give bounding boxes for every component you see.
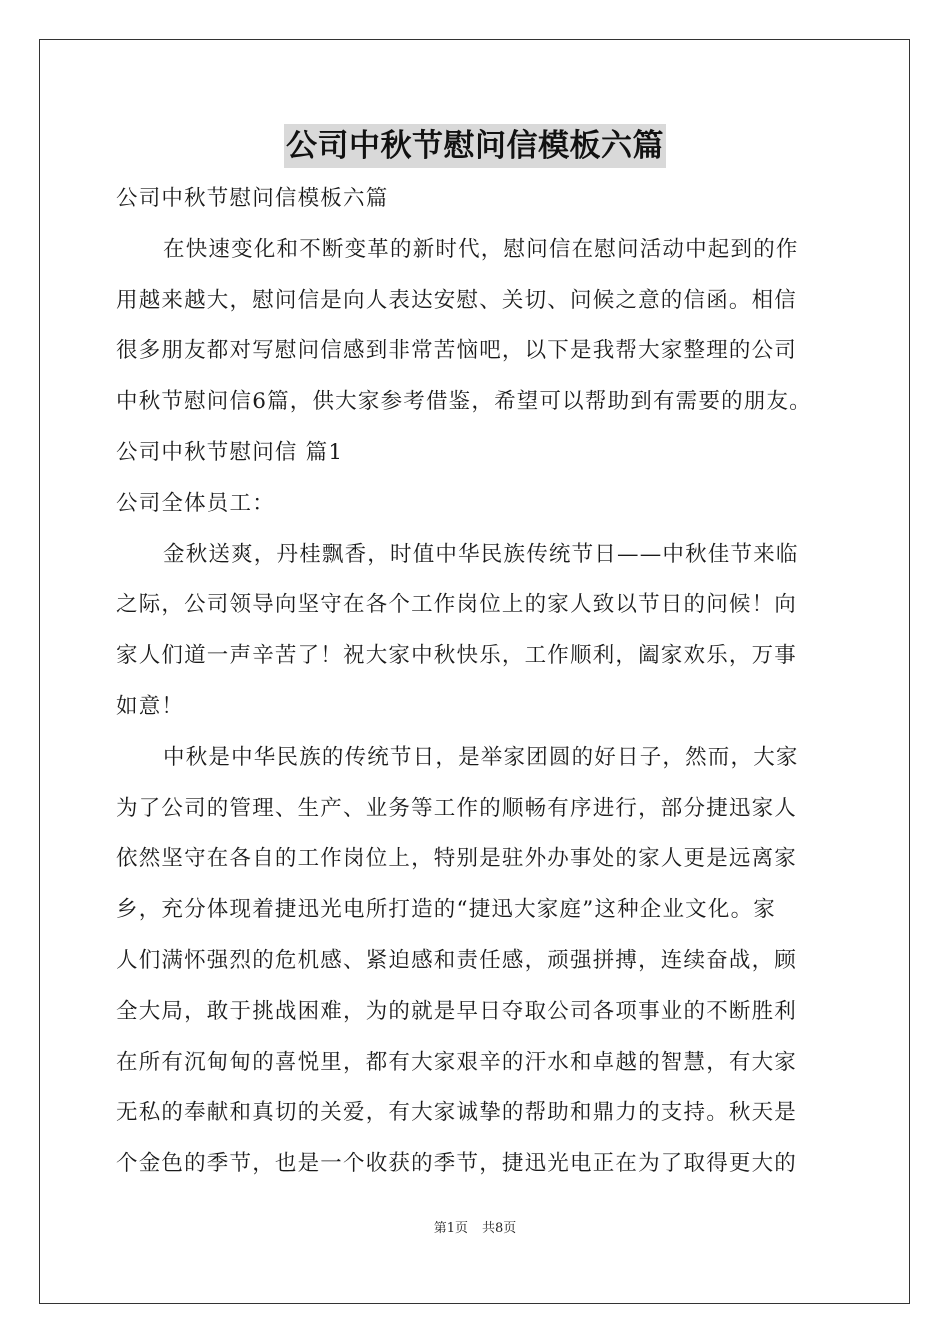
text-line: 为了公司的管理、生产、业务等工作的顺畅有序进行，部分捷迅家人 — [116, 795, 798, 821]
text-line: 如意！ — [116, 693, 185, 719]
text-line: 个金色的季节，也是一个收获的季节，捷迅光电正在为了取得更大的 — [116, 1151, 798, 1177]
text-line: 中秋节慰问信6篇，供大家参考借鉴，希望可以帮助到有需要的朋友。 — [116, 389, 812, 415]
text-line: 在快速变化和不断变革的新时代，慰问信在慰问活动中起到的作 — [163, 236, 799, 262]
text-line: 公司中秋节慰问信模板六篇 — [116, 186, 389, 211]
text-line: 无私的奉献和真切的关爱，有大家诚挚的帮助和鼎力的支持。秋天是 — [116, 1100, 798, 1126]
text-line: 用越来越大，慰问信是向人表达安慰、关切、问候之意的信函。相信 — [116, 287, 798, 313]
document-title: 公司中秋节慰问信模板六篇 — [284, 124, 666, 168]
document-body — [116, 174, 834, 1190]
text-line: 在所有沉甸甸的喜悦里，都有大家艰辛的汗水和卓越的智慧，有大家 — [116, 1049, 798, 1075]
text-line: 依然坚守在各自的工作岗位上，特别是驻外办事处的家人更是远离家 — [116, 846, 798, 872]
text-line: 公司全体员工： — [116, 490, 275, 516]
text-line: 中秋是中华民族的传统节日，是举家团圆的好日子，然而，大家 — [163, 744, 799, 770]
text-line: 家人们道一声辛苦了！祝大家中秋快乐，工作顺利，阖家欢乐，万事 — [116, 643, 798, 669]
text-line: 金秋送爽，丹桂飘香，时值中华民族传统节日——中秋佳节来临 — [163, 541, 799, 567]
text-line: 人们满怀强烈的危机感、紧迫感和责任感，顽强拼搏，连续奋战，顾 — [116, 947, 798, 973]
text-line: 全大局，敢于挑战困难，为的就是早日夺取公司各项事业的不断胜利 — [116, 998, 798, 1024]
page-total: 共8页 — [482, 1221, 517, 1236]
text-line: 公司中秋节慰问信 篇1 — [116, 439, 344, 465]
text-line: 乡，充分体现着捷迅光电所打造的“捷迅大家庭”这种企业文化。家 — [116, 897, 776, 923]
page-footer — [0, 1220, 950, 1238]
text-line: 很多朋友都对写慰问信感到非常苦恼吧，以下是我帮大家整理的公司 — [116, 338, 798, 364]
text-line: 之际，公司领导向坚守在各个工作岗位上的家人致以节日的问候！向 — [116, 592, 798, 618]
page-number: 第1页 — [433, 1221, 468, 1236]
title-container — [0, 124, 950, 168]
